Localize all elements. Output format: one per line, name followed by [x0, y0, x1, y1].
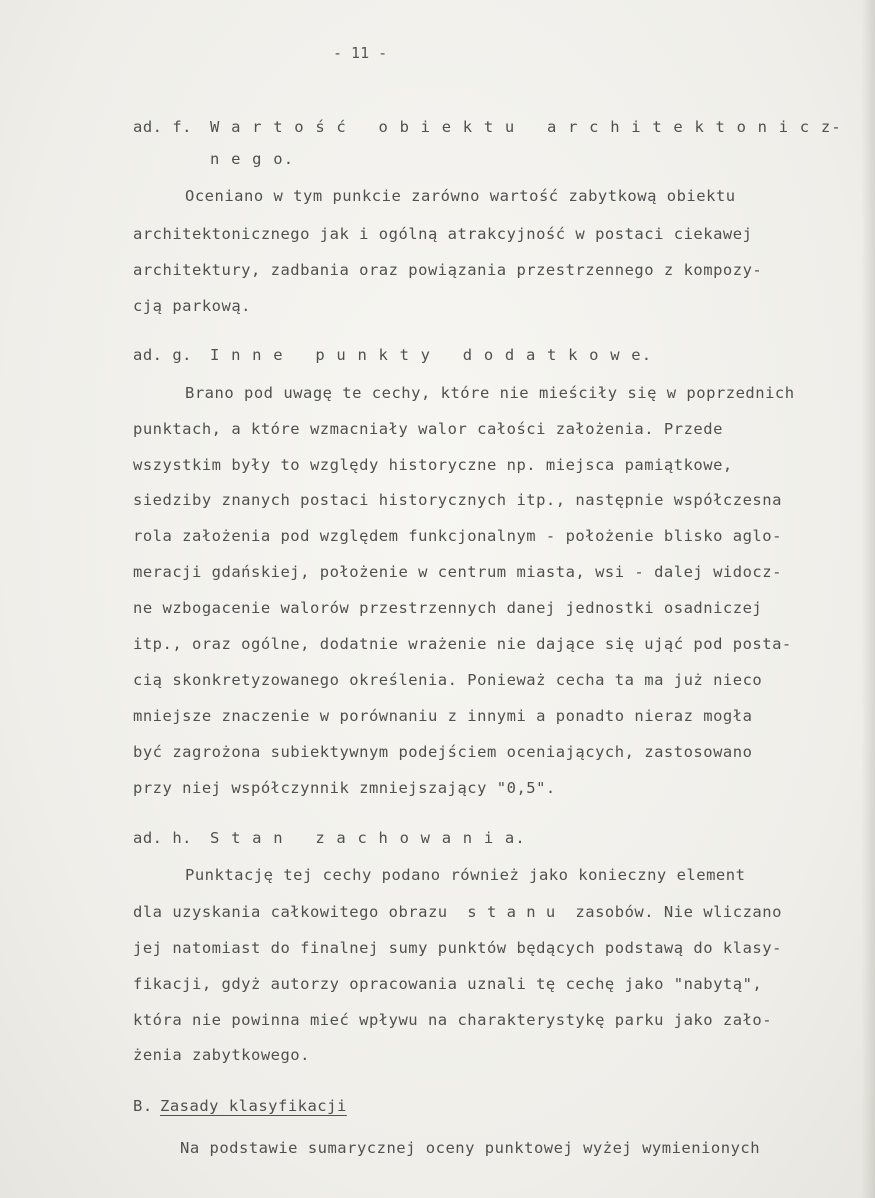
section-g-body-line-9: cią skonkretyzowanego określenia. Ponieważ cecha ta ma już nieco	[133, 671, 763, 689]
section-g-body-line-8: itp., oraz ogólne, dodatnie wrażenie nie dające się ująć pod posta-	[133, 635, 792, 653]
section-h-body-line-4: fikacji, gdyż autorzy opracowania uznali tę cechę jako "nabytą",	[133, 975, 763, 993]
section-g-body-line-2: punktach, a które wzmacniały walor całości założenia. Przede	[133, 420, 723, 438]
section-g-body-line-1: Brano pod uwagę te cechy, które nie mieściły się w poprzednich	[185, 384, 795, 402]
page-number: - 11 -	[333, 44, 388, 62]
section-f-body-line-2: architektonicznego jak i ogólną atrakcyjność w postaci ciekawej	[133, 225, 753, 243]
section-g-body-line-7: ne wzbogacenie walorów przestrzennych danej jednostki osadniczej	[133, 599, 763, 617]
section-f-body-line-1: Oceniano w tym punkcie zarówno wartość zabytkową obiektu	[185, 187, 736, 205]
section-B-label: B.	[133, 1097, 153, 1115]
section-g-body-line-3: wszystkim były to względy historyczne np. miejsca pamiątkowe,	[133, 456, 733, 474]
section-g-label: ad. g.	[133, 346, 192, 364]
section-g-body-line-11: być zagrożona subiektywnym podejściem oceniających, zastosowano	[133, 743, 753, 761]
section-h-body-line-5: która nie powinna mieć wpływu na charakterystykę parku jako zało-	[133, 1011, 773, 1029]
section-f-body-line-4: cją parkową.	[133, 297, 251, 315]
section-h-title: S t a n z a c h o w a n i a.	[210, 829, 526, 847]
section-h-label: ad. h.	[133, 829, 192, 847]
section-g-title: I n n e p u n k t y d o d a t k o w e.	[210, 346, 653, 364]
section-f-label: ad. f.	[133, 118, 192, 136]
section-g-body-line-10: mniejsze znaczenie w porównaniu z innymi a ponadto nieraz mogła	[133, 707, 753, 725]
section-h-body-line-3: jej natomiast do finalnej sumy punktów będących podstawą do klasy-	[133, 939, 782, 957]
section-B-title: Zasady klasyfikacji	[160, 1097, 347, 1115]
section-f-body-line-3: architektury, zadbania oraz powiązania przestrzennego z kompozy-	[133, 261, 763, 279]
section-h-body-line-1: Punktację tej cechy podano również jako konieczny element	[185, 866, 746, 884]
section-h-body-line-6: żenia zabytkowego.	[133, 1046, 310, 1064]
section-g-body-line-5: rola założenia pod względem funkcjonalnym - położenie blisko aglo-	[133, 527, 782, 545]
section-g-body-line-4: siedziby znanych postaci historycznych itp., następnie współczesna	[133, 491, 782, 509]
section-f-title-line2: n e g o.	[210, 150, 295, 168]
section-g-body-line-12: przy niej współczynnik zmniejszający "0,5".	[133, 779, 556, 797]
page-edge-shadow	[861, 0, 875, 1198]
section-g-body-line-6: meracji gdańskiej, położenie w centrum miasta, wsi - dalej widocz-	[133, 563, 782, 581]
section-h-body-line-2: dla uzyskania całkowitego obrazu s t a n u zasobów. Nie wliczano	[133, 903, 782, 921]
section-B-body-line-1: Na podstawie sumarycznej oceny punktowej wyżej wymienionych	[180, 1139, 761, 1157]
section-f-title-line1: W a r t o ś ć o b i e k t u a r c h i t e k t o n i c z-	[210, 118, 842, 136]
